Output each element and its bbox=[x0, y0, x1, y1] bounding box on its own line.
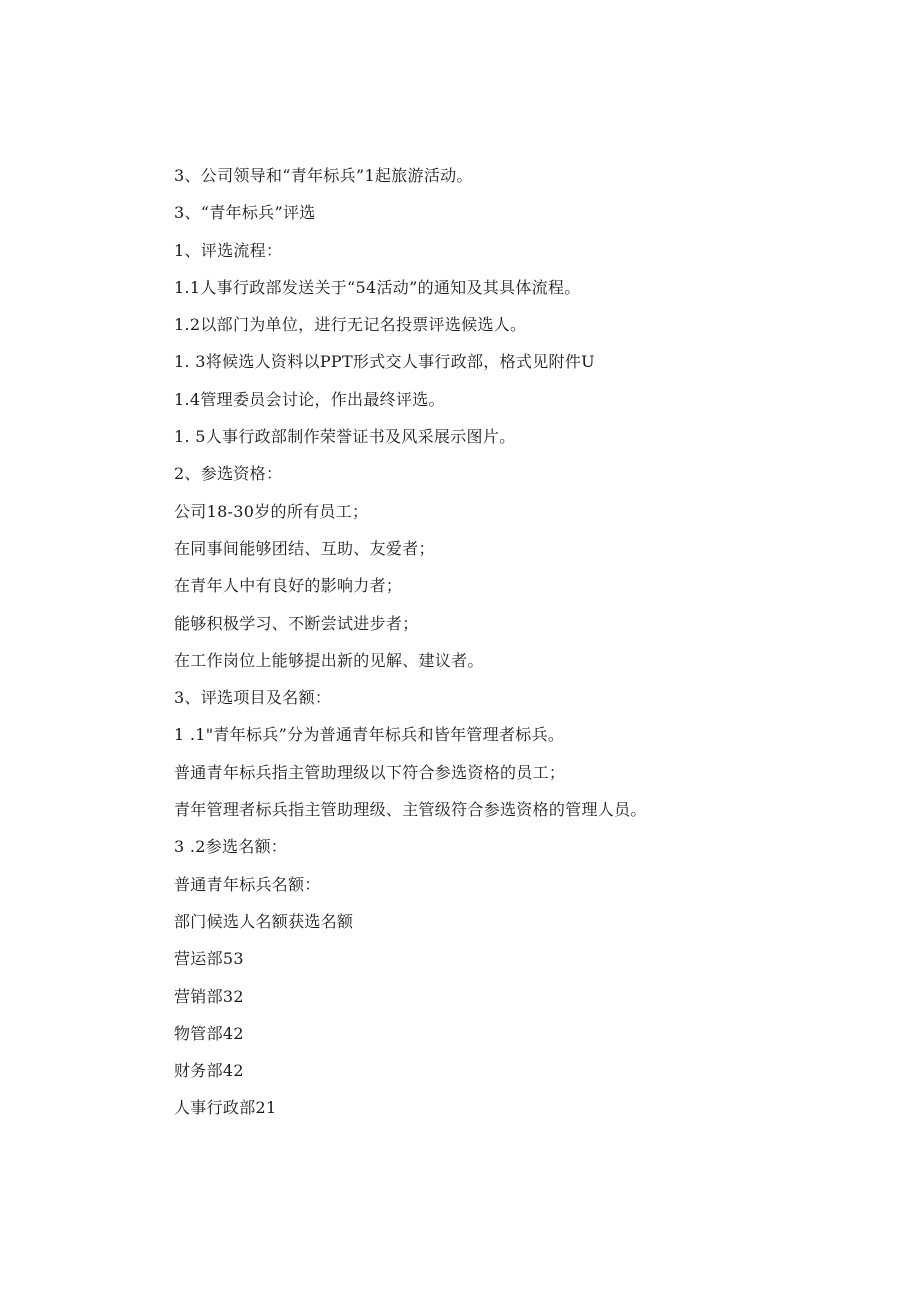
table-row: 人事行政部21 bbox=[174, 1098, 277, 1118]
text-line: 在工作岗位上能够提出新的见解、建议者。 bbox=[174, 650, 484, 670]
subsection-heading: 1、评选流程： bbox=[174, 240, 283, 260]
text-line: 1 .1"青年标兵”分为普通青年标兵和皆年管理者标兵。 bbox=[174, 725, 565, 745]
text-line: 青年管理者标兵指主管助理级、主管级符合参选资格的管理人员。 bbox=[174, 800, 647, 820]
subsection-heading: 3、评选项目及名额： bbox=[174, 688, 332, 708]
table-row: 营销部32 bbox=[174, 986, 244, 1006]
text-line: 在同事间能够团结、互助、友爱者； bbox=[174, 538, 435, 558]
text-line: 1. 5人事行政部制作荣誉证书及风采展示图片。 bbox=[174, 427, 516, 447]
text-line: 1. 3将候选人资料以PPT形式交人事行政部，格式见附件U bbox=[174, 352, 595, 372]
text-line: 1.2以部门为单位，进行无记名投票评选候选人。 bbox=[174, 315, 527, 335]
text-line: 公司18-30岁的所有员工； bbox=[174, 501, 369, 521]
document-body bbox=[174, 166, 854, 1136]
text-line: 普通青年标兵指主管助理级以下符合参选资格的员工； bbox=[174, 762, 566, 782]
text-line: 3、公司领导和“青年标兵”1起旅游活动。 bbox=[174, 166, 473, 185]
text-line: 在青年人中有良好的影响力者； bbox=[174, 576, 403, 596]
subsection-heading: 2、参选资格： bbox=[174, 464, 283, 484]
text-line: 1.4管理委员会讨论，作出最终评选。 bbox=[174, 389, 445, 409]
table-row: 财务部42 bbox=[174, 1061, 244, 1081]
text-line: 3 .2参选名额： bbox=[174, 837, 288, 857]
section-heading: 3、“青年标兵”评选 bbox=[174, 203, 316, 223]
text-line: 普通青年标兵名额： bbox=[174, 874, 321, 894]
table-row: 营运部53 bbox=[174, 949, 244, 969]
table-row: 物管部42 bbox=[174, 1023, 244, 1043]
text-line: 能够积极学习、不断尝试进步者； bbox=[174, 613, 419, 633]
table-header-line: 部门候选人名额获选名额 bbox=[174, 911, 354, 931]
text-line: 1.1人事行政部发送关于“54活动”的通知及其具体流程。 bbox=[174, 277, 581, 297]
